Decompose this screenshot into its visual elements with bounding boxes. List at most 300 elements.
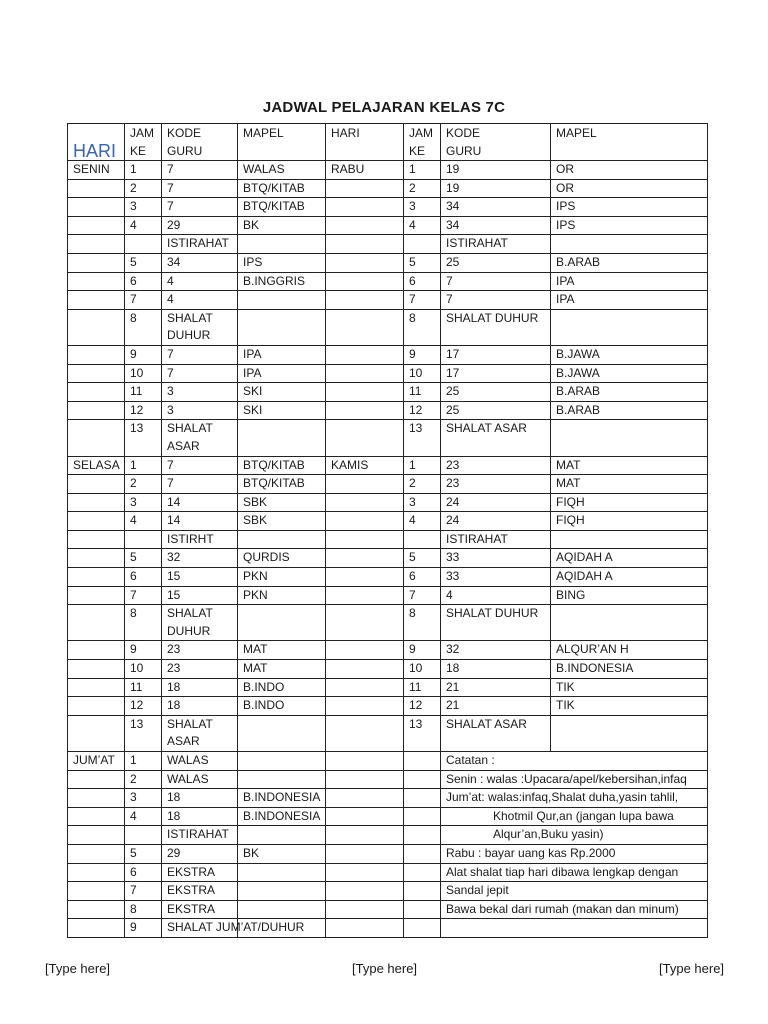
hari-cell bbox=[68, 253, 125, 272]
table-row bbox=[68, 198, 708, 217]
kode-guru-cell-2: 24 bbox=[441, 493, 551, 512]
kode-guru-cell: SHALAT ASAR bbox=[162, 715, 238, 751]
jam-cell: 5 bbox=[125, 844, 162, 863]
hari-cell-2 bbox=[326, 512, 404, 531]
kode-guru-cell: 29 bbox=[162, 216, 238, 235]
jam-cell: 5 bbox=[125, 549, 162, 568]
hari-cell bbox=[68, 530, 125, 549]
jam-cell-2: 5 bbox=[404, 549, 441, 568]
mapel-cell: SKI bbox=[238, 383, 326, 402]
table-row bbox=[68, 216, 708, 235]
hari-cell bbox=[68, 605, 125, 641]
mapel-cell: QURDIS bbox=[238, 549, 326, 568]
mapel-cell-2: IPS bbox=[551, 216, 708, 235]
jam-cell-2: 13 bbox=[404, 420, 441, 456]
table-row bbox=[68, 512, 708, 531]
jam-cell-2: 4 bbox=[404, 512, 441, 531]
kode-guru-cell-2: 21 bbox=[441, 678, 551, 697]
mapel-cell: IPA bbox=[238, 345, 326, 364]
hari-cell-2 bbox=[326, 678, 404, 697]
mapel-cell bbox=[238, 826, 326, 845]
mapel-cell: BTQ/KITAB bbox=[238, 475, 326, 494]
mapel-cell-2: FIQH bbox=[551, 493, 708, 512]
jam-cell: 7 bbox=[125, 882, 162, 901]
hari-cell bbox=[68, 383, 125, 402]
hari-cell-2 bbox=[326, 660, 404, 679]
kode-guru-cell-2: 19 bbox=[441, 179, 551, 198]
note-cell bbox=[441, 919, 708, 938]
hari-cell bbox=[68, 863, 125, 882]
mapel-cell-2: ALQUR’AN H bbox=[551, 641, 708, 660]
kode-guru-cell: 18 bbox=[162, 697, 238, 716]
mapel-cell: IPA bbox=[238, 364, 326, 383]
jam-cell: 11 bbox=[125, 678, 162, 697]
jam-cell-2: 13 bbox=[404, 715, 441, 751]
header-jam-ke-2 bbox=[404, 124, 441, 161]
jam-cell bbox=[125, 826, 162, 845]
jam-cell: 2 bbox=[125, 475, 162, 494]
table-row bbox=[68, 678, 708, 697]
hari-cell bbox=[68, 475, 125, 494]
table-row bbox=[68, 493, 708, 512]
kode-guru-cell-2: 25 bbox=[441, 253, 551, 272]
mapel-cell-2 bbox=[551, 605, 708, 641]
empty-cell bbox=[326, 844, 404, 863]
jam-cell-2: 3 bbox=[404, 198, 441, 217]
jam-cell: 2 bbox=[125, 179, 162, 198]
header-hari bbox=[68, 124, 125, 161]
mapel-cell: B.INDONESIA bbox=[238, 807, 326, 826]
jam-cell-2: 7 bbox=[404, 291, 441, 310]
hari-cell-2 bbox=[326, 568, 404, 587]
header-kode-guru bbox=[162, 124, 238, 161]
note-cell: Alat shalat tiap hari dibawa lengkap dengan bbox=[441, 863, 708, 882]
header-line: KE bbox=[130, 144, 147, 158]
empty-cell bbox=[326, 882, 404, 901]
jam-cell-2: 9 bbox=[404, 641, 441, 660]
mapel-cell bbox=[238, 235, 326, 254]
kode-guru-cell: 7 bbox=[162, 345, 238, 364]
mapel-cell: IPS bbox=[238, 253, 326, 272]
hari-cell: SELASA bbox=[68, 456, 125, 475]
kode-guru-cell-2: 25 bbox=[441, 401, 551, 420]
header-mapel-2: MAPEL bbox=[551, 124, 708, 161]
empty-cell bbox=[404, 789, 441, 808]
footer-left: [Type here] bbox=[45, 961, 111, 976]
note-cell: Catatan : bbox=[441, 752, 708, 771]
jam-cell: 4 bbox=[125, 512, 162, 531]
table-row bbox=[68, 789, 708, 808]
hari-cell bbox=[68, 697, 125, 716]
empty-cell bbox=[404, 770, 441, 789]
kode-guru-cell: EKSTRA bbox=[162, 900, 238, 919]
jam-cell-2: 4 bbox=[404, 216, 441, 235]
mapel-cell-2 bbox=[551, 420, 708, 456]
jam-cell-2: 8 bbox=[404, 309, 441, 345]
jam-cell: 9 bbox=[125, 919, 162, 938]
mapel-cell-2: FIQH bbox=[551, 512, 708, 531]
empty-cell bbox=[404, 807, 441, 826]
table-row bbox=[68, 697, 708, 716]
kode-guru-cell: 7 bbox=[162, 161, 238, 180]
hari-cell bbox=[68, 678, 125, 697]
table-row bbox=[68, 882, 708, 901]
note-cell: Senin : walas :Upacara/apel/kebersihan,infaq bbox=[441, 770, 708, 789]
table-row bbox=[68, 475, 708, 494]
jam-cell: 1 bbox=[125, 456, 162, 475]
hari-cell bbox=[68, 198, 125, 217]
hari-cell-2 bbox=[326, 291, 404, 310]
mapel-cell-2: IPS bbox=[551, 198, 708, 217]
footer-center: [Type here] bbox=[352, 961, 418, 976]
kode-guru-cell: 18 bbox=[162, 789, 238, 808]
hari-cell-2 bbox=[326, 420, 404, 456]
kode-guru-cell-2: ISTIRAHAT bbox=[441, 530, 551, 549]
table-row bbox=[68, 549, 708, 568]
mapel-cell-2: B.JAWA bbox=[551, 364, 708, 383]
jam-cell-2: 11 bbox=[404, 383, 441, 402]
table-row bbox=[68, 253, 708, 272]
hari-cell: JUM’AT bbox=[68, 752, 125, 771]
hari-cell-2 bbox=[326, 530, 404, 549]
hari-cell-2 bbox=[326, 179, 404, 198]
hari-cell-2 bbox=[326, 493, 404, 512]
hari-cell bbox=[68, 770, 125, 789]
kode-guru-cell: EKSTRA bbox=[162, 863, 238, 882]
jam-cell-2: 2 bbox=[404, 179, 441, 198]
note-cell: Khotmil Qur,an (jangan lupa bawa bbox=[441, 807, 708, 826]
kode-guru-cell: 18 bbox=[162, 807, 238, 826]
mapel-cell: B.INDO bbox=[238, 697, 326, 716]
hari-cell bbox=[68, 216, 125, 235]
empty-cell bbox=[326, 919, 404, 938]
header-mapel: MAPEL bbox=[238, 124, 326, 161]
empty-cell bbox=[326, 900, 404, 919]
hari-cell bbox=[68, 844, 125, 863]
hari-cell bbox=[68, 586, 125, 605]
header-line: KODE bbox=[167, 126, 202, 140]
note-cell: Jum’at: walas:infaq,Shalat duha,yasin tahlil, bbox=[441, 789, 708, 808]
page-title: JADWAL PELAJARAN KELAS 7C bbox=[262, 99, 506, 116]
kode-guru-cell: SHALAT ASAR bbox=[162, 420, 238, 456]
mapel-cell-2: MAT bbox=[551, 456, 708, 475]
mapel-cell bbox=[238, 605, 326, 641]
kode-guru-cell: EKSTRA bbox=[162, 882, 238, 901]
mapel-cell bbox=[238, 309, 326, 345]
kode-guru-cell: 34 bbox=[162, 253, 238, 272]
table-row bbox=[68, 272, 708, 291]
hari-cell bbox=[68, 512, 125, 531]
hari-cell-2 bbox=[326, 549, 404, 568]
jam-cell bbox=[125, 235, 162, 254]
hari-cell bbox=[68, 235, 125, 254]
hari-cell-2 bbox=[326, 401, 404, 420]
mapel-cell bbox=[238, 530, 326, 549]
mapel-cell-2: B.ARAB bbox=[551, 401, 708, 420]
jam-cell: 8 bbox=[125, 900, 162, 919]
mapel-cell bbox=[238, 900, 326, 919]
hari-cell bbox=[68, 826, 125, 845]
jam-cell: 13 bbox=[125, 715, 162, 751]
kode-guru-cell: 14 bbox=[162, 493, 238, 512]
kode-guru-cell: SHALAT DUHUR bbox=[162, 309, 238, 345]
mapel-cell: B.INGGRIS bbox=[238, 272, 326, 291]
kode-guru-cell: 3 bbox=[162, 383, 238, 402]
jam-cell: 3 bbox=[125, 493, 162, 512]
kode-guru-cell-2: 34 bbox=[441, 198, 551, 217]
hari-cell-2 bbox=[326, 309, 404, 345]
hari-cell bbox=[68, 900, 125, 919]
jam-cell bbox=[125, 530, 162, 549]
jam-cell: 9 bbox=[125, 345, 162, 364]
jam-cell: 4 bbox=[125, 807, 162, 826]
kode-guru-cell: 29 bbox=[162, 844, 238, 863]
kode-guru-cell-2: 7 bbox=[441, 272, 551, 291]
kode-guru-cell-2: 24 bbox=[441, 512, 551, 531]
jam-cell: 3 bbox=[125, 789, 162, 808]
mapel-cell-2: IPA bbox=[551, 291, 708, 310]
mapel-cell: PKN bbox=[238, 568, 326, 587]
kode-guru-cell: 18 bbox=[162, 678, 238, 697]
empty-cell bbox=[326, 807, 404, 826]
header-line: GURU bbox=[446, 144, 482, 158]
kode-guru-cell-2: ISTIRAHAT bbox=[441, 235, 551, 254]
jam-cell: 8 bbox=[125, 309, 162, 345]
hari-cell bbox=[68, 364, 125, 383]
hari-cell bbox=[68, 568, 125, 587]
jam-cell-2: 10 bbox=[404, 364, 441, 383]
jam-cell: 1 bbox=[125, 752, 162, 771]
hari-cell-2 bbox=[326, 272, 404, 291]
mapel-cell: B.INDO bbox=[238, 678, 326, 697]
mapel-cell-2 bbox=[551, 530, 708, 549]
kode-guru-cell: ISTIRHT bbox=[162, 530, 238, 549]
header-line: JAM bbox=[409, 126, 433, 140]
kode-guru-cell-2: 19 bbox=[441, 161, 551, 180]
hari-cell-2: KAMIS bbox=[326, 456, 404, 475]
hari-cell bbox=[68, 420, 125, 456]
note-cell: Rabu : bayar uang kas Rp.2000 bbox=[441, 844, 708, 863]
jam-cell-2 bbox=[404, 235, 441, 254]
mapel-cell: BK bbox=[238, 844, 326, 863]
hari-cell-2 bbox=[326, 345, 404, 364]
kode-guru-cell: WALAS bbox=[162, 770, 238, 789]
jam-cell: 6 bbox=[125, 272, 162, 291]
kode-guru-cell: SHALAT DUHUR bbox=[162, 605, 238, 641]
jam-cell: 1 bbox=[125, 161, 162, 180]
empty-cell bbox=[326, 863, 404, 882]
table-row bbox=[68, 345, 708, 364]
jam-cell-2: 11 bbox=[404, 678, 441, 697]
empty-cell bbox=[326, 789, 404, 808]
mapel-cell-2: AQIDAH A bbox=[551, 568, 708, 587]
empty-cell bbox=[404, 919, 441, 938]
table-row bbox=[68, 456, 708, 475]
kode-guru-cell: SHALAT JUM’AT/DUHUR bbox=[162, 919, 238, 938]
mapel-cell-2 bbox=[551, 715, 708, 751]
hari-cell bbox=[68, 549, 125, 568]
header-hari-label: HARI bbox=[73, 141, 117, 161]
table-row bbox=[68, 919, 708, 938]
mapel-cell-2: B.ARAB bbox=[551, 253, 708, 272]
mapel-cell-2: IPA bbox=[551, 272, 708, 291]
mapel-cell-2: B.INDONESIA bbox=[551, 660, 708, 679]
kode-guru-cell: WALAS bbox=[162, 752, 238, 771]
table-row bbox=[68, 401, 708, 420]
table-row bbox=[68, 179, 708, 198]
hari-cell-2 bbox=[326, 697, 404, 716]
jam-cell: 8 bbox=[125, 605, 162, 641]
kode-guru-cell: 7 bbox=[162, 179, 238, 198]
mapel-cell: BTQ/KITAB bbox=[238, 456, 326, 475]
hari-cell bbox=[68, 789, 125, 808]
jam-cell: 11 bbox=[125, 383, 162, 402]
header-line: KODE bbox=[446, 126, 481, 140]
jam-cell-2: 8 bbox=[404, 605, 441, 641]
mapel-cell: MAT bbox=[238, 660, 326, 679]
hari-cell bbox=[68, 641, 125, 660]
footer-right: [Type here] bbox=[659, 961, 725, 976]
jam-cell: 7 bbox=[125, 291, 162, 310]
mapel-cell: MAT bbox=[238, 641, 326, 660]
header-line: JAM bbox=[130, 126, 154, 140]
jam-cell-2: 12 bbox=[404, 401, 441, 420]
hari-cell-2 bbox=[326, 641, 404, 660]
jam-cell-2: 1 bbox=[404, 161, 441, 180]
kode-guru-cell: 4 bbox=[162, 291, 238, 310]
kode-guru-cell: ISTIRAHAT bbox=[162, 235, 238, 254]
jam-cell: 2 bbox=[125, 770, 162, 789]
hari-cell bbox=[68, 291, 125, 310]
kode-guru-cell-2: SHALAT ASAR bbox=[441, 420, 551, 456]
jam-cell: 12 bbox=[125, 697, 162, 716]
hari-cell bbox=[68, 179, 125, 198]
kode-guru-cell: 3 bbox=[162, 401, 238, 420]
jam-cell: 3 bbox=[125, 198, 162, 217]
kode-guru-cell-2: SHALAT DUHUR bbox=[441, 309, 551, 345]
hari-cell-2 bbox=[326, 216, 404, 235]
kode-guru-cell-2: 17 bbox=[441, 364, 551, 383]
hari-cell-2: RABU bbox=[326, 161, 404, 180]
hari-cell-2 bbox=[326, 715, 404, 751]
kode-guru-cell: 7 bbox=[162, 198, 238, 217]
mapel-cell bbox=[238, 291, 326, 310]
jam-cell-2: 9 bbox=[404, 345, 441, 364]
table-row bbox=[68, 364, 708, 383]
kode-guru-cell-2: 4 bbox=[441, 586, 551, 605]
hari-cell bbox=[68, 345, 125, 364]
mapel-cell-2: MAT bbox=[551, 475, 708, 494]
table-row bbox=[68, 309, 708, 345]
jam-cell-2: 12 bbox=[404, 697, 441, 716]
table-row bbox=[68, 844, 708, 863]
schedule-table bbox=[67, 123, 708, 938]
empty-cell bbox=[404, 863, 441, 882]
kode-guru-cell-2: 17 bbox=[441, 345, 551, 364]
jam-cell-2: 3 bbox=[404, 493, 441, 512]
table-row bbox=[68, 235, 708, 254]
mapel-cell: B.INDONESIA bbox=[238, 789, 326, 808]
kode-guru-cell: 7 bbox=[162, 456, 238, 475]
table-row bbox=[68, 900, 708, 919]
kode-guru-cell-2: 21 bbox=[441, 697, 551, 716]
header-jam-ke bbox=[125, 124, 162, 161]
mapel-cell bbox=[238, 882, 326, 901]
empty-cell bbox=[326, 752, 404, 771]
mapel-cell-2: B.JAWA bbox=[551, 345, 708, 364]
header-kode-guru-2 bbox=[441, 124, 551, 161]
hari-cell-2 bbox=[326, 198, 404, 217]
header-hari-2: HARI bbox=[326, 124, 404, 161]
table-row bbox=[68, 641, 708, 660]
mapel-cell: BTQ/KITAB bbox=[238, 179, 326, 198]
table-row bbox=[68, 568, 708, 587]
empty-cell bbox=[404, 826, 441, 845]
table-row bbox=[68, 291, 708, 310]
hari-cell-2 bbox=[326, 475, 404, 494]
empty-cell bbox=[404, 882, 441, 901]
hari-cell-2 bbox=[326, 605, 404, 641]
header-row bbox=[68, 124, 708, 161]
header-line: GURU bbox=[167, 144, 203, 158]
hari-cell bbox=[68, 493, 125, 512]
jam-cell: 6 bbox=[125, 568, 162, 587]
jam-cell: 9 bbox=[125, 641, 162, 660]
kode-guru-cell-2: SHALAT DUHUR bbox=[441, 605, 551, 641]
table-row bbox=[68, 586, 708, 605]
table-row bbox=[68, 420, 708, 456]
mapel-cell bbox=[238, 715, 326, 751]
hari-cell bbox=[68, 309, 125, 345]
kode-guru-cell-2: 34 bbox=[441, 216, 551, 235]
mapel-cell: WALAS bbox=[238, 161, 326, 180]
table-row bbox=[68, 715, 708, 751]
mapel-cell-2: AQIDAH A bbox=[551, 549, 708, 568]
kode-guru-cell-2: 7 bbox=[441, 291, 551, 310]
kode-guru-cell-2: 25 bbox=[441, 383, 551, 402]
jam-cell: 4 bbox=[125, 216, 162, 235]
hari-cell bbox=[68, 401, 125, 420]
mapel-cell: BTQ/KITAB bbox=[238, 198, 326, 217]
mapel-cell bbox=[238, 420, 326, 456]
jam-cell: 10 bbox=[125, 364, 162, 383]
jam-cell: 13 bbox=[125, 420, 162, 456]
mapel-cell bbox=[238, 863, 326, 882]
jam-cell-2: 1 bbox=[404, 456, 441, 475]
empty-cell bbox=[404, 844, 441, 863]
table-row bbox=[68, 752, 708, 771]
hari-cell bbox=[68, 919, 125, 938]
kode-guru-cell: 7 bbox=[162, 364, 238, 383]
empty-cell bbox=[326, 770, 404, 789]
jam-cell-2: 5 bbox=[404, 253, 441, 272]
hari-cell-2 bbox=[326, 383, 404, 402]
table-row bbox=[68, 863, 708, 882]
table-row bbox=[68, 530, 708, 549]
mapel-cell: PKN bbox=[238, 586, 326, 605]
hari-cell bbox=[68, 660, 125, 679]
mapel-cell-2: OR bbox=[551, 179, 708, 198]
kode-guru-cell: 15 bbox=[162, 568, 238, 587]
hari-cell bbox=[68, 882, 125, 901]
table-row bbox=[68, 161, 708, 180]
jam-cell-2: 7 bbox=[404, 586, 441, 605]
jam-cell-2: 6 bbox=[404, 272, 441, 291]
mapel-cell-2 bbox=[551, 309, 708, 345]
jam-cell: 12 bbox=[125, 401, 162, 420]
mapel-cell-2: B.ARAB bbox=[551, 383, 708, 402]
hari-cell bbox=[68, 272, 125, 291]
